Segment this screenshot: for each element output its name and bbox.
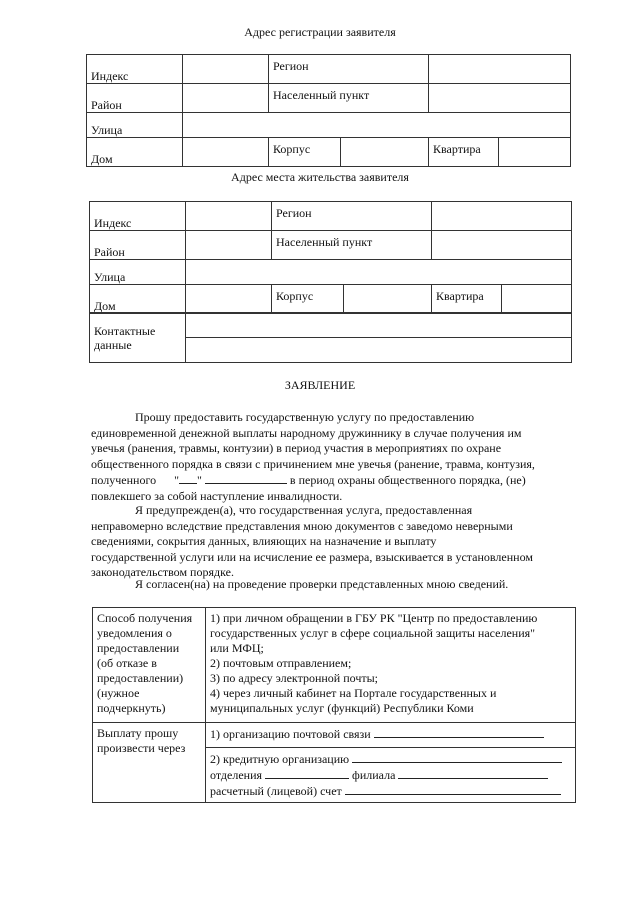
apartment-field[interactable] bbox=[499, 138, 571, 167]
region-label: Регион bbox=[269, 55, 429, 84]
res-address-table bbox=[89, 201, 572, 314]
account-blank[interactable] bbox=[345, 783, 561, 795]
district-field[interactable] bbox=[186, 231, 272, 260]
warning-line-2: неправомерно вследствие представления мною документов с заведомо неверными bbox=[91, 518, 513, 533]
locality-field[interactable] bbox=[432, 231, 572, 260]
region-label: Регион bbox=[272, 202, 432, 231]
street-field[interactable] bbox=[186, 260, 572, 285]
request-line-5: полученного " " в период охраны общественного порядка, (не) bbox=[91, 473, 526, 487]
notify-label: Способ получения уведомления о предоставлении (об отказе в предоставлении) (нужное подчеркнуть) bbox=[93, 608, 206, 723]
street-label: Улица bbox=[90, 260, 186, 285]
locality-label: Населенный пункт bbox=[272, 231, 432, 260]
locality-field[interactable] bbox=[429, 84, 571, 113]
notify-option-2[interactable]: 2) почтовым отправлением; bbox=[210, 656, 352, 670]
building-field[interactable] bbox=[344, 285, 432, 314]
month-year-blank[interactable] bbox=[205, 472, 287, 484]
index-label: Индекс bbox=[90, 202, 186, 231]
house-field[interactable] bbox=[183, 138, 269, 167]
consent-paragraph: Я согласен(на) на проведение проверки представленных мною сведений. bbox=[135, 577, 509, 591]
notification-table bbox=[92, 607, 576, 803]
request-line-3: увечья (ранения, травмы, контузии) в период участия в мероприятиях по охране bbox=[91, 441, 502, 455]
request-line-4: общественного порядка в связи с причинением мне увечья (ранение, травма, контузия, bbox=[91, 456, 535, 471]
house-label: Дом bbox=[90, 285, 186, 314]
index-field[interactable] bbox=[186, 202, 272, 231]
notify-options[interactable]: 1) при личном обращении в ГБУ РК "Центр по предоставлению государственных услуг в сфере социальной защиты населения" или МФЦ; 2) почтовым отправлением; 3) по адресу электронной почты; 4) через личный кабинет на Портале государственных и муниципальных услуг (функций) Республики Коми bbox=[206, 608, 576, 723]
index-label: Индекс bbox=[87, 55, 183, 84]
request-line-2: единовременной денежной выплаты народному дружиннику в случае получения им bbox=[91, 425, 522, 440]
res-address-title: Адрес места жительства заявителя bbox=[231, 170, 409, 184]
district-label: Район bbox=[90, 231, 186, 260]
house-label: Дом bbox=[87, 138, 183, 167]
contact-table bbox=[89, 312, 572, 363]
apartment-field[interactable] bbox=[502, 285, 572, 314]
building-label: Корпус bbox=[272, 285, 344, 314]
district-field[interactable] bbox=[183, 84, 269, 113]
warning-line-4: государственной услуги или на исчисление ее размера, взыскивается в установленном bbox=[91, 549, 533, 564]
warning-line-1: Я предупрежден(а), что государственная услуга, предоставленная bbox=[135, 503, 473, 517]
contact-label-line1: Контактные bbox=[94, 323, 156, 338]
contact-label bbox=[90, 313, 186, 363]
contact-field-2[interactable] bbox=[186, 338, 572, 363]
street-label: Улица bbox=[87, 113, 183, 138]
contact-label-line2: данные bbox=[94, 337, 132, 352]
district-label: Район bbox=[87, 84, 183, 113]
day-blank[interactable] bbox=[179, 472, 197, 484]
branch-blank[interactable] bbox=[265, 767, 349, 779]
request-line-1: Прошу предоставить государственную услугу по предоставлению bbox=[135, 410, 475, 424]
reg-address-table bbox=[86, 54, 571, 167]
payment-option-bank[interactable]: 2) кредитную организацию отделения филиала расчетный (лицевой) счет bbox=[206, 748, 576, 803]
region-field[interactable] bbox=[429, 55, 571, 84]
apartment-label: Квартира bbox=[432, 285, 502, 314]
street-field[interactable] bbox=[183, 113, 571, 138]
notify-option-1[interactable]: 1) при личном обращении в ГБУ РК "Центр по предоставлению bbox=[210, 611, 538, 625]
request-line-6: повлекшего за собой наступление инвалидности. bbox=[91, 488, 343, 503]
apartment-label: Квартира bbox=[429, 138, 499, 167]
region-field[interactable] bbox=[432, 202, 572, 231]
post-office-blank[interactable] bbox=[374, 726, 544, 738]
warning-line-5: законодательством порядке. bbox=[91, 565, 234, 579]
statement-heading: ЗАЯВЛЕНИЕ bbox=[284, 378, 356, 392]
contact-field-1[interactable] bbox=[186, 313, 572, 338]
payment-option-post[interactable]: 1) организацию почтовой связи bbox=[206, 723, 576, 748]
building-field[interactable] bbox=[341, 138, 429, 167]
warning-paragraph bbox=[91, 503, 569, 581]
warning-line-3: сведениями, сокрытия данных, влияющих на назначение и выплату bbox=[91, 534, 437, 548]
payment-label: Выплату прошу произвести через bbox=[93, 723, 206, 803]
notify-option-3[interactable]: 3) по адресу электронной почты; bbox=[210, 671, 379, 685]
building-label: Корпус bbox=[269, 138, 341, 167]
request-paragraph bbox=[91, 410, 569, 504]
locality-label: Населенный пункт bbox=[269, 84, 429, 113]
notify-option-4[interactable]: 4) через личный кабинет на Портале государственных и bbox=[210, 686, 497, 700]
house-field[interactable] bbox=[186, 285, 272, 314]
filial-blank[interactable] bbox=[398, 767, 548, 779]
index-field[interactable] bbox=[183, 55, 269, 84]
reg-address-title: Адрес регистрации заявителя bbox=[244, 25, 396, 39]
bank-name-blank[interactable] bbox=[352, 751, 562, 763]
